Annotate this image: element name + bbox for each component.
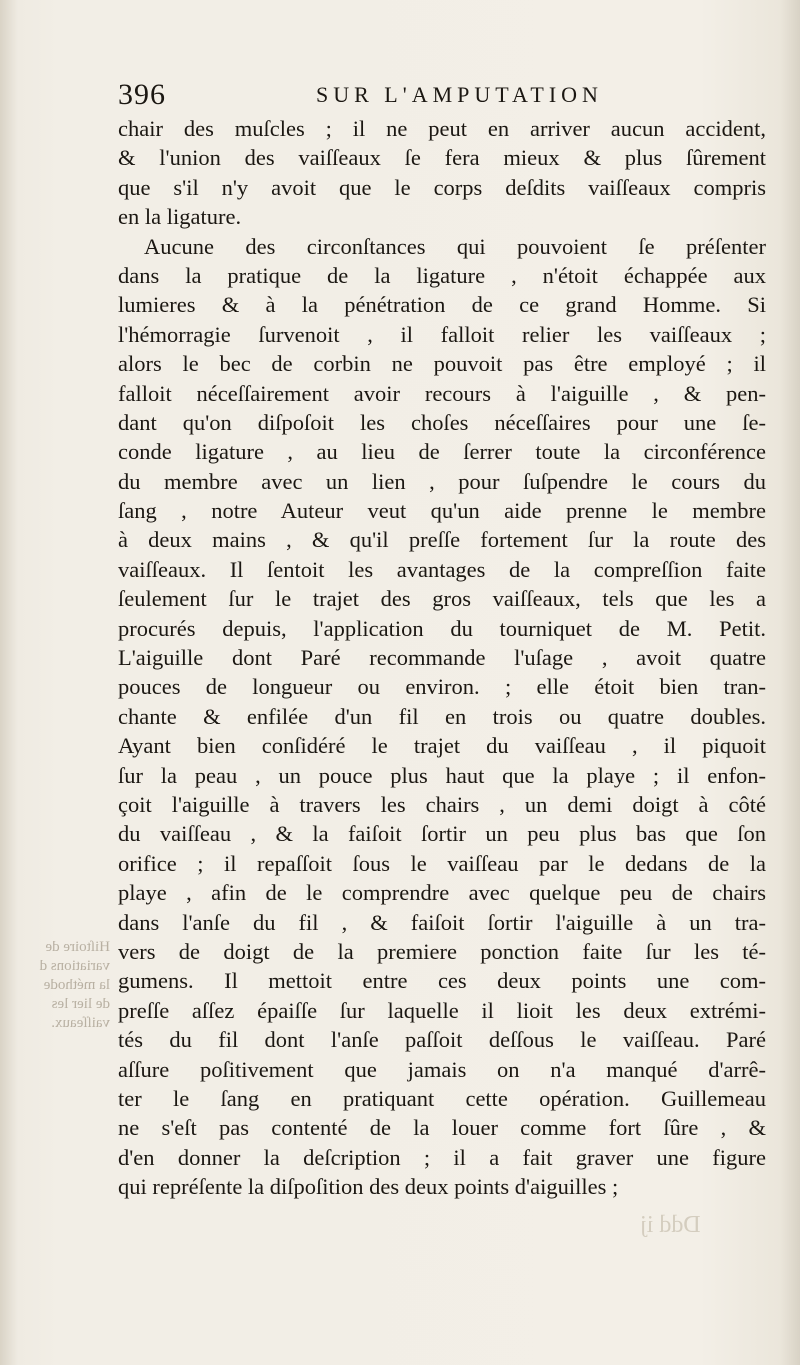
page-header [118,74,768,114]
text-line: pouces de longueur ou environ. ; elle étoit bien tran- [118,674,766,700]
text-line: que s'il n'y avoit que le corps deſdits vaiſſeaux compris [118,174,766,200]
text-line: ne s'eſt pas contenté de la louer comme fort ſûre , & [118,1115,766,1141]
text-line: orifice ; il repaſſoit ſous le vaiſſeau par le dedans de la [118,850,766,876]
text-line: lumieres & à la pénétration de ce grand Homme. Si [118,292,766,318]
margin-note-line: la méthode [43,977,110,993]
text-line: du vaiſſeau , & la faiſoit ſortir un peu plus bas que ſon [118,821,766,847]
text-line: vers de doigt de la premiere ponction faite ſur les té- [118,938,766,964]
text-line: Aucune des circonſtances qui pouvoient ſe préſenter [144,233,766,259]
text-line: gumens. Il mettoit entre ces deux points une com- [118,968,766,994]
text-line: à deux mains , & qu'il preſſe fortement ſur la route des [118,527,766,553]
text-line: tés du fil dont l'anſe paſſoit deſſous le vaiſſeau. Paré [118,1027,766,1053]
text-line: dans la pratique de la ligature , n'étoit échappée aux [118,262,766,288]
bleed-through-signature: Ddd ij [640,1212,701,1238]
text-line: conde ligature , au lieu de ſerrer toute la circonférence [118,439,766,465]
text-line: çoit l'aiguille à travers les chairs , un demi doigt à côté [118,791,766,817]
running-title: SUR L'AMPUTATION [316,82,603,107]
text-line: L'aiguille dont Paré recommande l'uſage , avoit quatre [118,645,766,671]
margin-note-line: variations d [39,958,110,974]
text-line: chair des muſcles ; il ne peut en arriver aucun accident, [118,116,766,141]
margin-note-line: vaiſſeaux. [51,1015,110,1031]
text-line: dant qu'on diſpoſoit les choſes néceſſaires pour une ſe- [118,409,766,435]
text-line: qui repréſente la diſpoſition des deux points d'aiguilles ; [118,1174,619,1200]
text-line: procurés depuis, l'application du tourniquet de M. Petit. [118,615,766,641]
text-line: vaiſſeaux. Il ſentoit les avantages de la compreſſion faite [118,556,766,582]
text-line: dans l'anſe du fil , & faiſoit ſortir l'aiguille à un tra- [118,909,766,935]
text-line: chante & enfilée d'un fil en trois ou quatre doubles. [118,703,766,729]
body-text [118,114,766,1201]
text-line: preſſe aſſez épaiſſe ſur laquelle il lioit les deux extrémi- [118,997,766,1023]
text-line: du membre avec un lien , pour ſuſpendre le cours du [118,468,766,494]
text-line: ſeulement ſur le trajet des gros vaiſſeaux, tels que les a [118,586,766,612]
text-line: en la ligature. [118,204,242,230]
bleed-through-margin-note [6,938,110,1033]
text-line: ter le ſang en pratiquant cette opération. Guillemeau [118,1085,766,1111]
text-line: ſang , notre Auteur veut qu'un aide prenne le membre [118,498,766,524]
text-line: & l'union des vaiſſeaux ſe fera mieux & plus ſûrement [118,145,766,171]
text-line: playe , afin de le comprendre avec quelque peu de chairs [118,880,766,906]
text-line: aſſure poſitivement que jamais on n'a manqué d'arrê- [118,1056,766,1082]
margin-note-line: de lier les [51,996,110,1012]
text-line: Ayant bien conſidéré le trajet du vaiſſeau , il piquoit [118,733,766,759]
text-line: l'hémorragie ſurvenoit , il falloit relier les vaiſſeaux ; [118,321,766,347]
page-number: 396 [118,78,166,111]
text-line: falloit néceſſairement avoir recours à l'aiguille , & pen- [118,380,766,406]
text-line: ſur la peau , un pouce plus haut que la playe ; il enfon- [118,762,766,788]
text-line: d'en donner la deſcription ; il a fait graver une figure [118,1144,766,1170]
text-line: alors le bec de corbin ne pouvoit pas être employé ; il [118,351,766,377]
margin-note-line: Hiſtoire de [45,939,110,955]
